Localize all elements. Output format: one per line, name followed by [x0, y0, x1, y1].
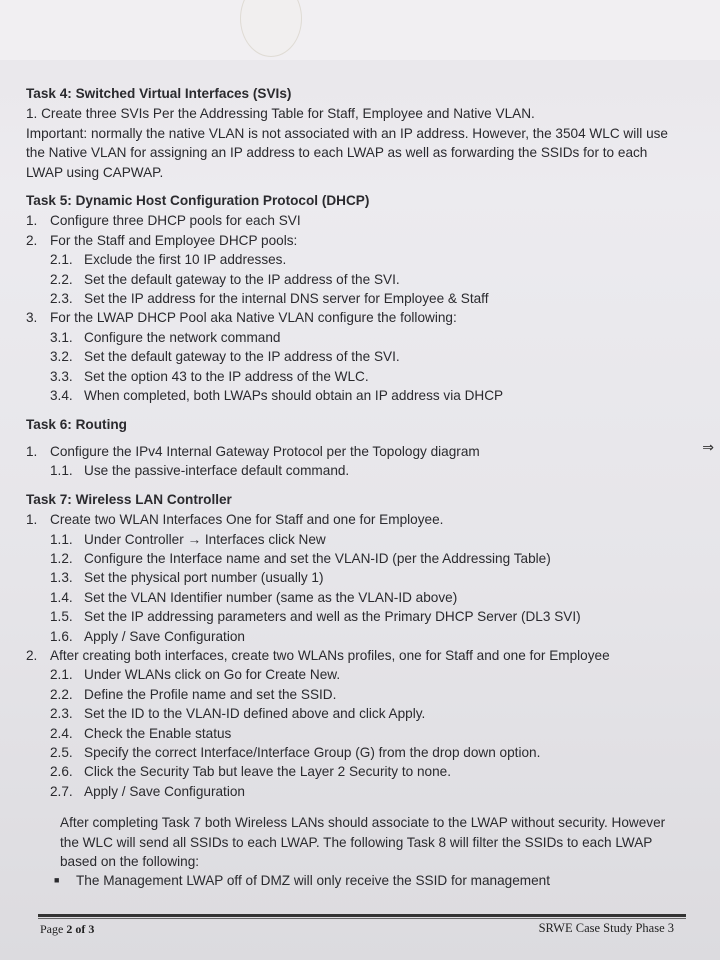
substep-text: Set the ID to the VLAN-ID defined above and click Apply. — [84, 706, 426, 722]
substep-number: 3.2. — [50, 349, 73, 365]
task-4-title: Task 4: Switched Virtual Interfaces (SVIs) — [26, 86, 292, 101]
task-7-step-1 — [26, 510, 686, 529]
substep-text: Configure the network command — [84, 329, 281, 345]
task-5-step-2 — [26, 231, 686, 250]
bullet-text: The Management LWAP off of DMZ will only receive the SSID for management — [76, 873, 550, 889]
document-title: SRWE Case Study Phase 3 — [538, 921, 674, 935]
substep-text: Under Controller → Interfaces click New — [84, 531, 326, 547]
task-7-step-1-1 — [26, 530, 686, 549]
substep-number: 1.6. — [50, 628, 73, 644]
page-label: Page — [40, 922, 67, 936]
substep-text: Use the passive-interface default command. — [84, 463, 350, 479]
step-text: Create two WLAN Interfaces One for Staff and one for Employee. — [50, 512, 444, 528]
page-number — [40, 922, 94, 937]
task-6-step-1 — [26, 442, 686, 461]
substep-text: Apply / Save Configuration — [84, 628, 245, 644]
substep-number: 2.7. — [50, 783, 73, 799]
task-5-title: Task 5: Dynamic Host Configuration Protocol (DHCP) — [26, 193, 370, 209]
task-7-step-1-2 — [26, 549, 686, 568]
task-7-step-2 — [26, 646, 686, 665]
substep-number: 3.3. — [50, 368, 73, 384]
step-text: Configure three DHCP pools for each SVI — [50, 213, 301, 229]
step-number: 2. — [26, 232, 38, 248]
task-7-step-2-5 — [26, 743, 686, 762]
substep-number: 1.4. — [50, 589, 73, 605]
substep-number: 2.2. — [50, 686, 73, 702]
task-7-step-2-7 — [26, 782, 686, 801]
task-5-step-2-3 — [26, 289, 686, 308]
footer-rule — [38, 914, 686, 917]
substep-text: Set the VLAN Identifier number (same as the VLAN-ID above) — [84, 589, 458, 605]
task-7-step-1-3 — [26, 568, 686, 587]
task-7-step-2-2 — [26, 685, 686, 704]
task-4-note: Important: normally the native VLAN is not associated with an IP address. However, the 3504 WLC will use the Native VLAN for assigning an IP address to each LWAP as well as forwarding the SSIDs for to each LWAP using CAPWAP. — [26, 125, 668, 180]
substep-number: 2.2. — [50, 271, 73, 287]
substep-number: 2.5. — [50, 745, 73, 760]
page-top-margin — [0, 0, 720, 60]
task-5-step-3-4 — [26, 386, 686, 405]
substep-number: 2.3. — [50, 291, 73, 307]
margin-arrow-mark: ⇒ — [702, 440, 714, 456]
substep-text: Exclude the first 10 IP addresses. — [84, 252, 287, 268]
task-6 — [26, 415, 686, 481]
step-text: For the Staff and Employee DHCP pools: — [50, 232, 298, 248]
step-text: After creating both interfaces, create two WLANs profiles, one for Staff and one for Employee — [50, 647, 610, 663]
task-5-step-3-3 — [26, 367, 686, 386]
page-count: 2 of 3 — [66, 922, 95, 936]
substep-text: Define the Profile name and set the SSID. — [84, 686, 337, 702]
step-number: 2. — [26, 647, 38, 663]
substep-text: Set the default gateway to the IP address of the SVI. — [84, 349, 400, 365]
substep-text: Set the option 43 to the IP address of the WLC. — [84, 368, 369, 384]
step-number: 1. — [26, 443, 38, 459]
substep-text: Check the Enable status — [84, 725, 232, 741]
task-7-step-1-5 — [26, 607, 686, 626]
substep-number: 2.6. — [50, 764, 73, 780]
task-7-closing-note: After completing Task 7 both Wireless LANs should associate to the LWAP without security. However the WLC will send all SSIDs to each LWAP. The following Task 8 will filter the SSIDs to each LWAP based on the following: — [60, 815, 666, 870]
task-4 — [26, 84, 686, 182]
substep-text: Set the IP addressing parameters and well as the Primary DHCP Server (DL3 SVI) — [84, 609, 581, 625]
substep-text: Set the physical port number (usually 1) — [84, 570, 324, 586]
task-5-step-3-2 — [26, 347, 686, 366]
substep-text: When completed, both LWAPs should obtain an IP address via DHCP — [84, 388, 504, 404]
footer-rule-thin — [38, 918, 686, 919]
task-7-step-1-6 — [26, 627, 686, 646]
task-7 — [26, 490, 686, 891]
task-5-step-3 — [26, 308, 686, 327]
substep-number: 3.1. — [50, 329, 73, 345]
task-5 — [26, 191, 686, 405]
task-7-step-2-6 — [26, 762, 686, 781]
task-7-step-2-4 — [26, 724, 686, 743]
substep-number: 3.4. — [50, 388, 73, 404]
substep-number: 1.5. — [50, 609, 73, 625]
substep-text: Specify the correct Interface/Interface Group (G) from the drop down option. — [84, 745, 541, 760]
substep-number: 2.4. — [50, 725, 73, 741]
substep-number: 1.2. — [50, 550, 73, 566]
substep-number: 2.1. — [50, 252, 73, 268]
document-body — [26, 84, 686, 900]
task-5-step-2-1 — [26, 250, 686, 269]
task-7-step-2-3 — [26, 704, 686, 723]
step-number: 1. — [26, 213, 38, 229]
substep-text: Under WLANs click on Go for Create New. — [84, 667, 341, 683]
step-number: 1. — [26, 512, 38, 528]
task-7-title: Task 7: Wireless LAN Controller — [26, 491, 232, 507]
task-6-title: Task 6: Routing — [26, 416, 127, 432]
task-5-step-2-2 — [26, 270, 686, 289]
task-4-step-1: 1. Create three SVIs Per the Addressing Table for Staff, Employee and Native VLAN. — [26, 106, 535, 122]
task-7-bullet — [54, 871, 686, 890]
task-6-step-1-1 — [26, 461, 686, 480]
step-number: 3. — [26, 310, 38, 326]
bullet-marker: ■ — [54, 875, 60, 886]
step-text: For the LWAP DHCP Pool aka Native VLAN configure the following: — [50, 310, 457, 326]
substep-text: Set the default gateway to the IP address of the SVI. — [84, 271, 400, 287]
substep-number: 1.1. — [50, 463, 73, 479]
substep-text: Configure the Interface name and set the VLAN-ID (per the Addressing Table) — [84, 550, 551, 566]
substep-number: 1.1. — [50, 531, 73, 547]
task-5-step-3-1 — [26, 328, 686, 347]
substep-text: Set the IP address for the internal DNS server for Employee & Staff — [84, 291, 489, 307]
substep-text: Apply / Save Configuration — [84, 783, 245, 799]
step-text: Configure the IPv4 Internal Gateway Protocol per the Topology diagram — [50, 443, 480, 459]
task-5-step-1 — [26, 211, 686, 230]
substep-number: 2.1. — [50, 667, 73, 683]
task-7-step-2-1 — [26, 665, 686, 684]
substep-text: Click the Security Tab but leave the Layer 2 Security to none. — [84, 764, 451, 780]
substep-number: 1.3. — [50, 570, 73, 586]
substep-number: 2.3. — [50, 706, 73, 722]
task-7-step-1-4 — [26, 588, 686, 607]
